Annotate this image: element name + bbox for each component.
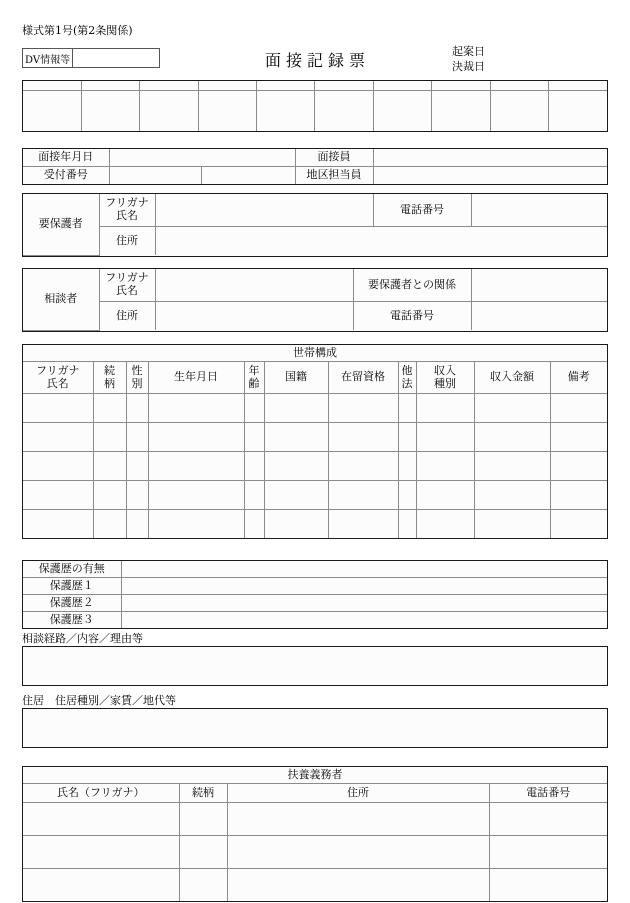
household-cell[interactable] <box>474 510 550 539</box>
household-col-name-line2: 氏名 <box>46 376 69 390</box>
household-cell[interactable] <box>244 394 264 423</box>
household-cell[interactable] <box>474 423 550 452</box>
stamp-body-cell[interactable] <box>315 91 373 132</box>
household-col-remarks: 備考 <box>550 362 607 394</box>
stamp-body-cell[interactable] <box>373 91 431 132</box>
household-cell[interactable] <box>148 481 244 510</box>
household-header-row <box>23 362 607 394</box>
household-cell[interactable] <box>93 423 126 452</box>
household-cell[interactable] <box>126 510 148 539</box>
protection-history-3-label: 保護歴３ <box>23 612 121 629</box>
stamp-body-cell[interactable] <box>140 91 198 132</box>
household-col-relation: 続 柄 <box>93 362 126 394</box>
consultant-phone-label: 電話番号 <box>353 302 471 331</box>
protection-history-presence-field[interactable] <box>121 561 607 578</box>
stamp-table <box>22 80 608 132</box>
protection-history-presence-label: 保護歴の有無 <box>23 561 121 578</box>
stamp-header-cell[interactable] <box>140 81 198 91</box>
consultant-address-row <box>23 302 607 331</box>
supporters-col-phone: 電話番号 <box>489 784 607 803</box>
supporters-cell[interactable] <box>179 836 227 869</box>
stamp-body-cell[interactable] <box>549 91 607 132</box>
interview-date-row <box>23 149 607 167</box>
stamp-body-cell[interactable] <box>198 91 256 132</box>
supporters-cell[interactable] <box>227 869 489 902</box>
household-col-age: 年 齢 <box>244 362 264 394</box>
stamp-body-cell[interactable] <box>432 91 490 132</box>
household-col-nationality: 国籍 <box>264 362 328 394</box>
approval-date-label: 決裁日 <box>452 60 485 73</box>
household-cell[interactable] <box>264 510 328 539</box>
supporters-cell[interactable] <box>227 836 489 869</box>
table-row <box>23 423 607 452</box>
supporters-cell[interactable] <box>489 869 607 902</box>
household-col-name <box>23 362 93 394</box>
receipt-number-label: 受付番号 <box>23 167 109 185</box>
household-cell[interactable] <box>416 510 474 539</box>
household-cell[interactable] <box>474 452 550 481</box>
stamp-header-cell[interactable] <box>373 81 431 91</box>
household-cell[interactable] <box>550 394 607 423</box>
supporters-title: 扶養義務者 <box>23 767 607 784</box>
household-cell[interactable] <box>416 423 474 452</box>
household-cell[interactable] <box>474 481 550 510</box>
form-number: 様式第1号(第2条関係) <box>22 24 133 37</box>
dv-info-label: DV情報等 <box>23 49 73 67</box>
stamp-body-cell[interactable] <box>23 91 81 132</box>
page-title: 面接記録票 <box>264 51 370 70</box>
household-cell[interactable] <box>23 423 93 452</box>
protected-person-section-label: 要保護者 <box>23 194 99 255</box>
household-cell[interactable] <box>264 394 328 423</box>
household-cell[interactable] <box>328 423 398 452</box>
consult-route-caption: 相談経路／内容／理由等 <box>22 632 143 645</box>
stamp-header-cell[interactable] <box>315 81 373 91</box>
household-cell[interactable] <box>416 452 474 481</box>
interviewer-label: 面接員 <box>295 149 373 167</box>
table-row <box>23 612 607 629</box>
receipt-number-field[interactable] <box>109 167 201 185</box>
stamp-body-cell[interactable] <box>81 91 139 132</box>
supporters-cell[interactable] <box>23 869 179 902</box>
supporters-cell[interactable] <box>23 803 179 836</box>
protection-history-table <box>22 560 608 629</box>
protection-history-2-label: 保護歴２ <box>23 595 121 612</box>
household-cell[interactable] <box>550 481 607 510</box>
supporters-cell[interactable] <box>179 869 227 902</box>
household-cell[interactable] <box>148 423 244 452</box>
stamp-header-cell[interactable] <box>490 81 548 91</box>
household-cell[interactable] <box>550 423 607 452</box>
household-col-gender: 性 別 <box>126 362 148 394</box>
household-cell[interactable] <box>328 394 398 423</box>
supporters-cell[interactable] <box>227 803 489 836</box>
protection-history-2-field[interactable] <box>121 595 607 612</box>
protected-person-table <box>22 193 608 257</box>
district-staff-label: 地区担当員 <box>295 167 373 185</box>
supporters-table <box>22 766 608 902</box>
table-row <box>23 481 607 510</box>
district-staff-field[interactable] <box>373 167 607 185</box>
interview-info-table <box>22 148 608 185</box>
consultant-table <box>22 268 608 332</box>
consultant-relation-field[interactable] <box>471 269 607 302</box>
household-cell[interactable] <box>244 423 264 452</box>
household-cell[interactable] <box>244 510 264 539</box>
protected-person-phone-field[interactable] <box>471 194 607 227</box>
household-cell[interactable] <box>264 452 328 481</box>
household-cell[interactable] <box>398 452 416 481</box>
supporters-col-name: 氏名（フリガナ） <box>23 784 179 803</box>
table-row <box>23 394 607 423</box>
household-cell[interactable] <box>328 481 398 510</box>
household-cell[interactable] <box>148 510 244 539</box>
household-cell[interactable] <box>264 423 328 452</box>
household-col-name-line1: フリガナ <box>36 363 80 377</box>
household-cell[interactable] <box>264 481 328 510</box>
residence-field[interactable] <box>22 708 608 748</box>
stamp-table-header-row <box>23 81 607 91</box>
supporters-cell[interactable] <box>179 803 227 836</box>
supporters-cell[interactable] <box>23 836 179 869</box>
household-cell[interactable] <box>23 394 93 423</box>
household-cell[interactable] <box>23 452 93 481</box>
table-row <box>23 836 607 869</box>
receipt-number-extra-field[interactable] <box>201 167 295 185</box>
table-row <box>23 578 607 595</box>
household-cell[interactable] <box>126 423 148 452</box>
stamp-header-cell[interactable] <box>257 81 315 91</box>
consultant-name-label <box>99 269 155 302</box>
interview-date-field[interactable] <box>109 149 295 167</box>
household-cell[interactable] <box>244 452 264 481</box>
consultant-phone-field[interactable] <box>471 302 607 331</box>
household-cell[interactable] <box>398 394 416 423</box>
household-cell[interactable] <box>126 481 148 510</box>
protected-person-name-field[interactable] <box>155 194 373 227</box>
stamp-header-cell[interactable] <box>23 81 81 91</box>
protected-person-address-field[interactable] <box>155 227 607 256</box>
household-cell[interactable] <box>93 452 126 481</box>
household-cell[interactable] <box>93 481 126 510</box>
furigana-label: フリガナ <box>105 196 149 210</box>
protection-history-1-field[interactable] <box>121 578 607 595</box>
furigana-label: フリガナ <box>105 271 149 285</box>
household-cell[interactable] <box>93 510 126 539</box>
household-cell[interactable] <box>244 481 264 510</box>
household-cell[interactable] <box>416 481 474 510</box>
consultant-name-row <box>23 269 607 302</box>
household-title: 世帯構成 <box>23 345 607 362</box>
name-label: 氏名 <box>116 209 138 222</box>
stamp-body-cell[interactable] <box>257 91 315 132</box>
household-cell[interactable] <box>148 394 244 423</box>
household-col-income-type: 収入 種別 <box>416 362 474 394</box>
supporters-col-relation: 続柄 <box>179 784 227 803</box>
approval-date-labels <box>452 44 485 74</box>
table-row <box>23 452 607 481</box>
stamp-header-cell[interactable] <box>549 81 607 91</box>
stamp-table-body-row <box>23 91 607 132</box>
household-cell[interactable] <box>474 394 550 423</box>
household-cell[interactable] <box>416 394 474 423</box>
stamp-header-cell[interactable] <box>81 81 139 91</box>
household-cell[interactable] <box>126 394 148 423</box>
table-row <box>23 510 607 539</box>
draft-date-label: 起案日 <box>452 45 485 58</box>
protected-person-name-row <box>23 194 607 227</box>
interview-date-label: 面接年月日 <box>23 149 109 167</box>
table-row <box>23 561 607 578</box>
household-cell[interactable] <box>148 452 244 481</box>
supporters-title-row <box>23 767 607 784</box>
household-cell[interactable] <box>23 510 93 539</box>
protection-history-1-label: 保護歴１ <box>23 578 121 595</box>
name-label: 氏名 <box>116 284 138 297</box>
table-row <box>23 869 607 902</box>
household-cell[interactable] <box>398 481 416 510</box>
residence-caption: 住居 住居種別／家賃／地代等 <box>22 694 176 707</box>
consultant-section-label: 相談者 <box>23 269 99 330</box>
household-col-residence-status: 在留資格 <box>328 362 398 394</box>
household-cell[interactable] <box>550 452 607 481</box>
consultant-address-label: 住所 <box>99 302 155 331</box>
stamp-body-cell[interactable] <box>490 91 548 132</box>
household-col-birthdate: 生年月日 <box>148 362 244 394</box>
supporters-col-address: 住所 <box>227 784 489 803</box>
household-cell[interactable] <box>328 452 398 481</box>
household-cell[interactable] <box>550 510 607 539</box>
household-col-income-amount: 収入金額 <box>474 362 550 394</box>
stamp-header-cell[interactable] <box>432 81 490 91</box>
household-cell[interactable] <box>328 510 398 539</box>
consultant-address-field[interactable] <box>155 302 353 331</box>
protection-history-3-field[interactable] <box>121 612 607 629</box>
household-col-other-law: 他 法 <box>398 362 416 394</box>
protected-person-address-row <box>23 227 607 256</box>
household-title-row <box>23 345 607 362</box>
household-cell[interactable] <box>398 423 416 452</box>
receipt-number-row <box>23 167 607 185</box>
interviewer-field[interactable] <box>373 149 607 167</box>
supporters-header-row <box>23 784 607 803</box>
protected-person-address-label: 住所 <box>99 227 155 256</box>
supporters-cell[interactable] <box>489 803 607 836</box>
stamp-header-cell[interactable] <box>198 81 256 91</box>
supporters-cell[interactable] <box>489 836 607 869</box>
protected-person-name-label <box>99 194 155 227</box>
household-cell[interactable] <box>126 452 148 481</box>
consult-route-field[interactable] <box>22 646 608 686</box>
household-composition-table <box>22 344 608 539</box>
table-row <box>23 803 607 836</box>
household-cell[interactable] <box>93 394 126 423</box>
consultant-relation-label: 要保護者との関係 <box>353 269 471 302</box>
protected-person-phone-label: 電話番号 <box>373 194 471 227</box>
consultant-name-field[interactable] <box>155 269 353 302</box>
table-row <box>23 595 607 612</box>
household-cell[interactable] <box>398 510 416 539</box>
household-cell[interactable] <box>23 481 93 510</box>
